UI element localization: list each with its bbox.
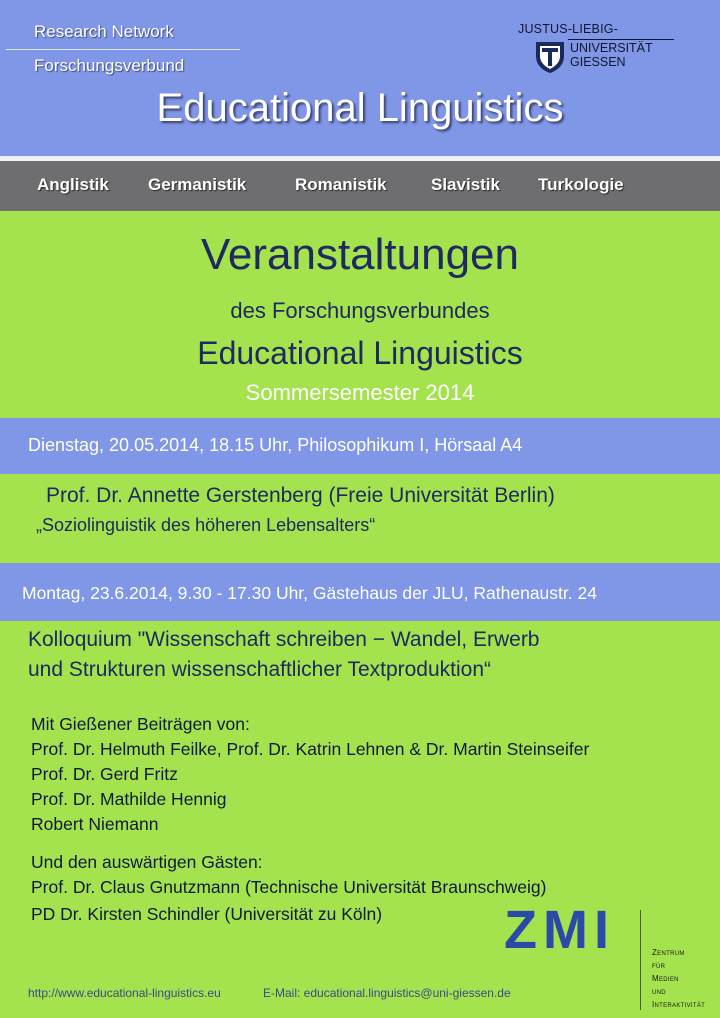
zmi-line-5: Interaktivität xyxy=(652,1000,706,1009)
header-banner xyxy=(0,0,720,156)
footer-email-link[interactable]: E-Mail: educational.linguistics@uni-giessen.de xyxy=(263,986,511,1000)
department-anglistik: Anglistik xyxy=(37,175,109,194)
university-name-line3: GIESSEN xyxy=(570,55,626,69)
zmi-divider xyxy=(640,910,641,1010)
zmi-line-3: Medien xyxy=(652,974,679,983)
network-label-de: Forschungsverbund xyxy=(34,56,185,75)
department-germanistik: Germanistik xyxy=(148,175,247,194)
local-speakers-intro: Mit Gießener Beiträgen von: xyxy=(31,714,250,734)
header-title: Educational Linguistics xyxy=(156,86,564,130)
university-rule xyxy=(568,39,674,40)
department-bar xyxy=(0,161,720,211)
event1-talk-title: „Soziolinguistik des höheren Lebensalters“ xyxy=(36,515,376,535)
guest-speaker-1: Prof. Dr. Claus Gnutzmann (Technische Universität Braunschweig) xyxy=(31,877,547,897)
event2-date-band xyxy=(0,563,720,621)
event1-speaker: Prof. Dr. Annette Gerstenberg (Freie Universität Berlin) xyxy=(46,484,555,507)
local-speaker-4: Robert Niemann xyxy=(31,814,159,834)
local-speaker-3: Prof. Dr. Mathilde Hennig xyxy=(31,789,227,809)
zmi-line-4: und xyxy=(652,987,666,996)
guest-speaker-2: PD Dr. Kirsten Schindler (Universität zu Köln) xyxy=(31,904,383,924)
department-slavistik: Slavistik xyxy=(431,175,500,194)
event2-title-line1: Kolloquium "Wissenschaft schreiben − Wandel, Erwerb xyxy=(28,628,540,651)
events-title: Veranstaltungen xyxy=(200,230,520,279)
events-subtitle: des Forschungsverbundes xyxy=(230,298,490,323)
footer-url-link[interactable]: http://www.educational-linguistics.eu xyxy=(28,986,221,1000)
network-divider xyxy=(6,49,240,50)
university-logo xyxy=(514,22,684,76)
zmi-logo-text: ZMI xyxy=(504,900,615,956)
zmi-line-1: Zentrum xyxy=(652,948,685,957)
event2-title-line2: und Strukturen wissenschaftlicher Textproduktion“ xyxy=(28,658,492,681)
event2-date: Montag, 23.6.2014, 9.30 - 17.30 Uhr, Gästehaus der JLU, Rathenaustr. 24 xyxy=(22,583,597,603)
network-label-en: Research Network xyxy=(34,22,174,41)
guest-speakers-intro: Und den auswärtigen Gästen: xyxy=(31,852,263,872)
department-romanistik: Romanistik xyxy=(295,175,387,194)
event1-date: Dienstag, 20.05.2014, 18.15 Uhr, Philosophikum I, Hörsaal A4 xyxy=(28,435,523,455)
university-shield-icon xyxy=(534,40,566,74)
university-name-line2: UNIVERSITÄT xyxy=(570,41,653,55)
local-speaker-1: Prof. Dr. Helmuth Feilke, Prof. Dr. Katrin Lehnen & Dr. Martin Steinseifer xyxy=(31,739,590,759)
events-semester: Sommersemester 2014 xyxy=(245,380,475,405)
event1-date-band xyxy=(0,418,720,474)
department-turkologie: Turkologie xyxy=(538,175,624,194)
zmi-logo xyxy=(504,900,634,956)
university-name-line1: JUSTUS-LIEBIG- xyxy=(518,22,619,36)
events-network-name: Educational Linguistics xyxy=(197,335,523,371)
zmi-line-2: für xyxy=(652,961,666,970)
local-speaker-2: Prof. Dr. Gerd Fritz xyxy=(31,764,178,784)
